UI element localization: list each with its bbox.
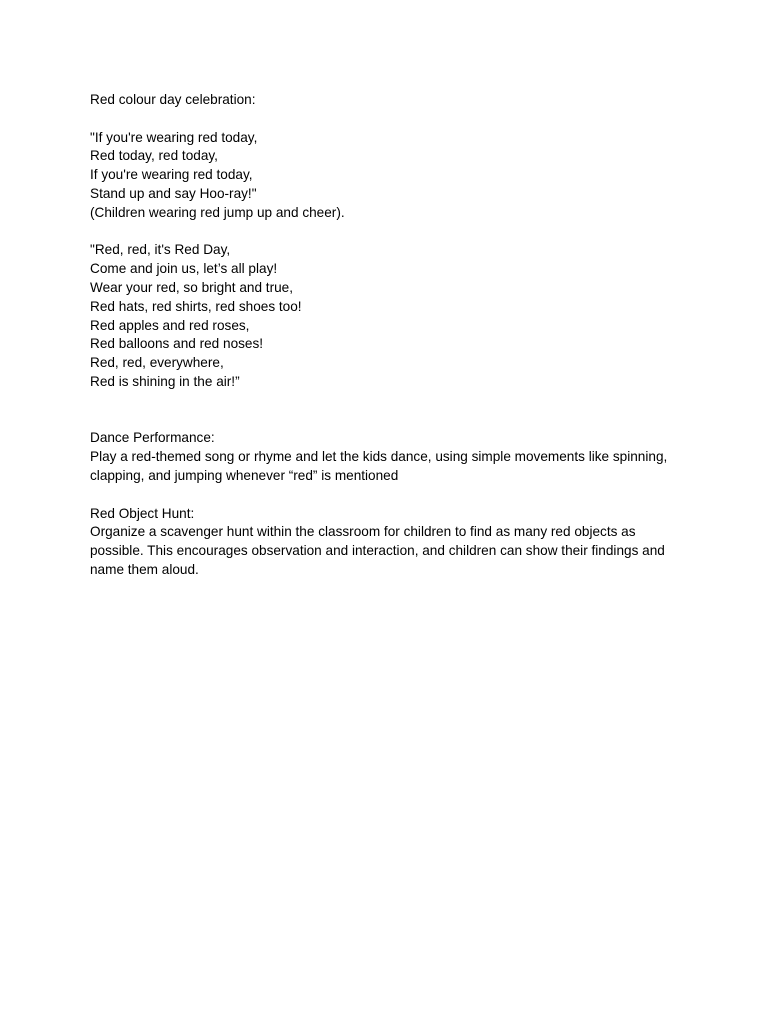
dance-description-line: clapping, and jumping whenever “red” is mentioned (90, 467, 399, 483)
hunt-description-line: possible. This encourages observation and interaction, and children can show their findings and (90, 543, 665, 559)
document-body (90, 91, 690, 580)
song-one-line: Red today, red today, (90, 148, 218, 164)
song-two-line: "Red, red, it's Red Day, (90, 242, 231, 258)
song-two (90, 241, 690, 391)
hunt-section (90, 505, 690, 580)
dance-description-line: Play a red-themed song or rhyme and let the kids dance, using simple movements like spinning, (90, 449, 668, 465)
hunt-description-line: name them aloud. (90, 561, 199, 577)
dance-section (90, 429, 690, 485)
song-two-line: Come and join us, let’s all play! (90, 261, 278, 277)
song-two-line: Red hats, red shirts, red shoes too! (90, 298, 302, 314)
spacer (90, 392, 690, 411)
document-title: Red colour day celebration: (90, 92, 256, 107)
song-one (90, 129, 690, 223)
song-one-line: Stand up and say Hoo-ray!" (90, 185, 257, 201)
song-two-line: Red apples and red roses, (90, 317, 250, 333)
song-one-line: If you're wearing red today, (90, 167, 253, 183)
song-one-line: "If you're wearing red today, (90, 129, 258, 145)
spacer (90, 110, 690, 129)
song-two-line: Red, red, everywhere, (90, 355, 224, 371)
spacer (90, 486, 690, 505)
hunt-description-line: Organize a scavenger hunt within the classroom for children to find as many red objects as (90, 524, 636, 540)
spacer (90, 223, 690, 242)
song-one-stage-direction: (Children wearing red jump up and cheer). (90, 204, 345, 220)
song-two-line: Wear your red, so bright and true, (90, 279, 294, 295)
song-two-line: Red is shining in the air!” (90, 373, 240, 389)
dance-heading: Dance Performance: (90, 430, 215, 446)
spacer (90, 411, 690, 430)
song-two-line: Red balloons and red noses! (90, 336, 264, 352)
hunt-heading: Red Object Hunt: (90, 505, 195, 521)
